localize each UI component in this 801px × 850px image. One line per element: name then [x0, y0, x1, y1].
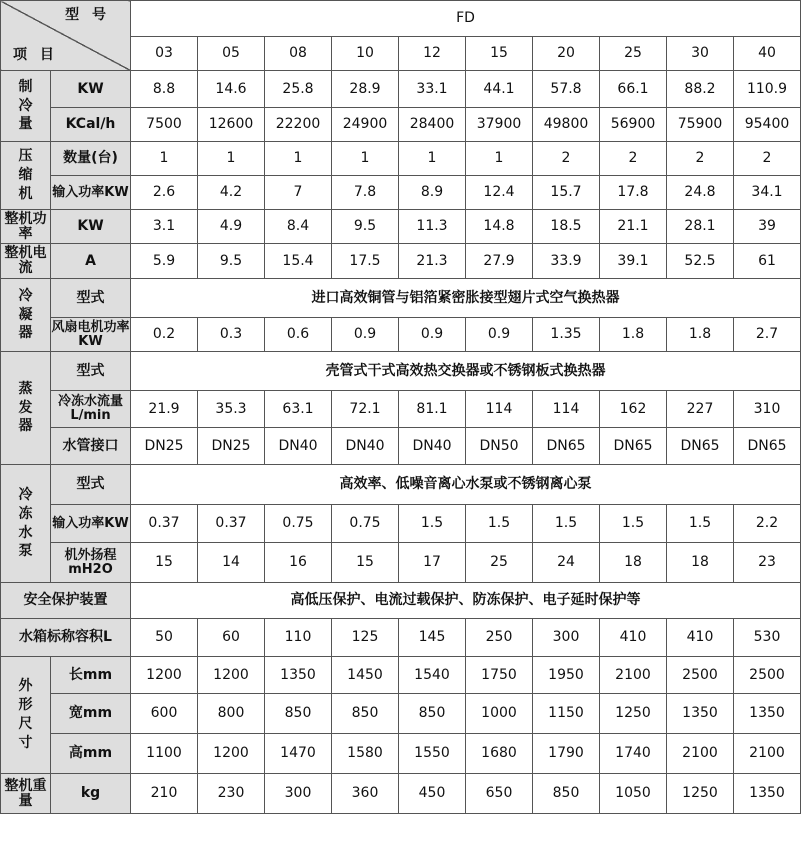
- table-row: [1, 71, 801, 108]
- group-label: 外形尺寸: [18, 678, 33, 751]
- row-label: 型式: [51, 352, 131, 391]
- value-cell: 1470: [265, 734, 332, 774]
- value-cell: 2100: [734, 734, 801, 774]
- type-description: 高低压保护、电流过载保护、防冻保护、电子延时保护等: [131, 583, 801, 619]
- value-cell: 1: [198, 142, 265, 176]
- value-cell: 125: [332, 619, 399, 657]
- value-cell: 17.8: [600, 176, 667, 210]
- value-cell: 1350: [265, 657, 332, 694]
- value-cell: 1: [265, 142, 332, 176]
- value-cell: 39.1: [600, 244, 667, 279]
- value-cell: 72.1: [332, 391, 399, 428]
- value-cell: 8.4: [265, 210, 332, 244]
- value-cell: DN40: [399, 428, 466, 465]
- cooling-group: [1, 71, 51, 142]
- value-cell: 114: [533, 391, 600, 428]
- table-row: [1, 244, 801, 279]
- value-cell: 1.8: [600, 318, 667, 352]
- type-description: 高效率、低噪音离心水泵或不锈钢离心泵: [131, 465, 801, 505]
- value-cell: 14.6: [198, 71, 265, 108]
- value-cell: 1450: [332, 657, 399, 694]
- value-cell: 0.2: [131, 318, 198, 352]
- table-row: [1, 210, 801, 244]
- table-row: [1, 619, 801, 657]
- value-cell: 95400: [734, 108, 801, 142]
- value-cell: 1.5: [667, 505, 734, 543]
- row-label: kg: [51, 774, 131, 814]
- value-cell: 8.9: [399, 176, 466, 210]
- model-header: 15: [466, 37, 533, 71]
- row-label: 宽mm: [51, 694, 131, 734]
- value-cell: 0.9: [466, 318, 533, 352]
- model-header: 10: [332, 37, 399, 71]
- value-cell: 61: [734, 244, 801, 279]
- value-cell: 2.7: [734, 318, 801, 352]
- value-cell: 7.8: [332, 176, 399, 210]
- value-cell: 1790: [533, 734, 600, 774]
- table-row: [1, 814, 801, 850]
- value-cell: 1050: [600, 774, 667, 814]
- row-label: 水管接口: [51, 428, 131, 465]
- evaporator-group: [1, 352, 51, 465]
- value-cell: 7: [265, 176, 332, 210]
- value-cell: 2: [533, 142, 600, 176]
- value-cell: 1680: [466, 734, 533, 774]
- value-cell: 27.9: [466, 244, 533, 279]
- value-cell: 52.5: [667, 244, 734, 279]
- type-description: 进口高效铜管与铝箔紧密胀接型翅片式空气换热器: [131, 279, 801, 318]
- row-label: 长mm: [51, 657, 131, 694]
- dimensions-group: [1, 657, 51, 774]
- value-cell: 21.9: [131, 391, 198, 428]
- value-cell: 2.2: [734, 505, 801, 543]
- value-cell: 1350: [667, 694, 734, 734]
- value-cell: 2500: [667, 657, 734, 694]
- value-cell: 1750: [466, 657, 533, 694]
- value-cell: 1740: [600, 734, 667, 774]
- table-row: [1, 694, 801, 734]
- value-cell: DN65: [667, 428, 734, 465]
- value-cell: 17.5: [332, 244, 399, 279]
- table-row: [1, 428, 801, 465]
- type-description: 壳管式干式高效热交换器或不锈钢板式换热器: [131, 352, 801, 391]
- value-cell: 2100: [667, 734, 734, 774]
- value-cell: 0.75: [265, 505, 332, 543]
- row-label: 机外扬程mH2O: [51, 543, 131, 583]
- value-cell: 16: [265, 543, 332, 583]
- value-cell: 60: [198, 619, 265, 657]
- value-cell: 18: [667, 543, 734, 583]
- compressor-group: [1, 142, 51, 210]
- condenser-group: [1, 279, 51, 352]
- value-cell: 49800: [533, 108, 600, 142]
- value-cell: 850: [533, 774, 600, 814]
- value-cell: 1.35: [533, 318, 600, 352]
- value-cell: 1200: [198, 657, 265, 694]
- value-cell: 28.9: [332, 71, 399, 108]
- table-row: [1, 318, 801, 352]
- model-header: 25: [600, 37, 667, 71]
- value-cell: 300: [533, 619, 600, 657]
- value-cell: 11.3: [399, 210, 466, 244]
- row-label: KW: [51, 210, 131, 244]
- value-cell: 21.1: [600, 210, 667, 244]
- value-cell: 110: [265, 619, 332, 657]
- value-cell: 7500: [131, 108, 198, 142]
- row-label: 数量(台): [51, 142, 131, 176]
- value-cell: 17: [399, 543, 466, 583]
- header-corner: [1, 1, 131, 71]
- value-cell: 14: [198, 543, 265, 583]
- value-cell: 15.7: [533, 176, 600, 210]
- value-cell: 310: [734, 391, 801, 428]
- model-header: 20: [533, 37, 600, 71]
- value-cell: 18: [600, 543, 667, 583]
- model-header: 40: [734, 37, 801, 71]
- value-cell: 8.8: [131, 71, 198, 108]
- table-row: [1, 176, 801, 210]
- group-label: 整机功率: [1, 210, 51, 244]
- series-header: FD: [131, 1, 801, 37]
- row-label: 型式: [51, 279, 131, 318]
- value-cell: 650: [466, 774, 533, 814]
- value-cell: 81.1: [399, 391, 466, 428]
- value-cell: 0.3: [198, 318, 265, 352]
- value-cell: 1350: [734, 694, 801, 734]
- value-cell: 110.9: [734, 71, 801, 108]
- group-label: 整机电流: [1, 244, 51, 279]
- table-row: [1, 108, 801, 142]
- value-cell: 450: [399, 774, 466, 814]
- value-cell: 2500: [734, 657, 801, 694]
- row-label: 风扇电机功率KW: [51, 318, 131, 352]
- value-cell: 1150: [533, 694, 600, 734]
- value-cell: 1250: [667, 774, 734, 814]
- group-label: 蒸发器: [18, 380, 33, 435]
- value-cell: 0.37: [131, 505, 198, 543]
- value-cell: 25: [466, 543, 533, 583]
- model-header: 08: [265, 37, 332, 71]
- value-cell: 410: [600, 619, 667, 657]
- value-cell: 44.1: [466, 71, 533, 108]
- value-cell: 50: [131, 619, 198, 657]
- value-cell: 360: [332, 774, 399, 814]
- value-cell: 850: [265, 694, 332, 734]
- row-label: KCal/h: [51, 108, 131, 142]
- group-label: 制冷量: [18, 78, 33, 133]
- value-cell: 24900: [332, 108, 399, 142]
- value-cell: 0.75: [332, 505, 399, 543]
- value-cell: 18.5: [533, 210, 600, 244]
- value-cell: 114: [466, 391, 533, 428]
- model-header: 05: [198, 37, 265, 71]
- value-cell: 0.6: [265, 318, 332, 352]
- value-cell: 600: [131, 694, 198, 734]
- value-cell: 75900: [667, 108, 734, 142]
- row-label: 高mm: [51, 734, 131, 774]
- value-cell: 1000: [466, 694, 533, 734]
- table-row: [1, 774, 801, 814]
- value-cell: 0.37: [198, 505, 265, 543]
- value-cell: DN40: [332, 428, 399, 465]
- value-cell: 12.4: [466, 176, 533, 210]
- value-cell: 22200: [265, 108, 332, 142]
- value-cell: 28400: [399, 108, 466, 142]
- row-label: KW: [51, 71, 131, 108]
- value-cell: DN25: [131, 428, 198, 465]
- value-cell: 9.5: [198, 244, 265, 279]
- value-cell: 850: [399, 694, 466, 734]
- value-cell: 850: [332, 694, 399, 734]
- table-row: [1, 734, 801, 774]
- value-cell: 4.9: [198, 210, 265, 244]
- value-cell: 1200: [131, 657, 198, 694]
- row-label: 安全保护装置: [1, 583, 131, 619]
- value-cell: 28.1: [667, 210, 734, 244]
- value-cell: 1100: [131, 734, 198, 774]
- value-cell: 37900: [466, 108, 533, 142]
- value-cell: 410: [667, 619, 734, 657]
- value-cell: 1.5: [600, 505, 667, 543]
- value-cell: 1.8: [667, 318, 734, 352]
- value-cell: 34.1: [734, 176, 801, 210]
- value-cell: 2100: [600, 657, 667, 694]
- row-label: A: [51, 244, 131, 279]
- table-row: [1, 352, 801, 391]
- table-row: [1, 279, 801, 318]
- value-cell: 88.2: [667, 71, 734, 108]
- value-cell: 1550: [399, 734, 466, 774]
- value-cell: 1: [131, 142, 198, 176]
- value-cell: 210: [131, 774, 198, 814]
- value-cell: 24.8: [667, 176, 734, 210]
- value-cell: 1580: [332, 734, 399, 774]
- value-cell: 5.9: [131, 244, 198, 279]
- group-label: 整机重量: [1, 774, 51, 814]
- value-cell: 162: [600, 391, 667, 428]
- value-cell: 21.3: [399, 244, 466, 279]
- value-cell: 3.1: [131, 210, 198, 244]
- value-cell: 1950: [533, 657, 600, 694]
- row-label: 型式: [51, 465, 131, 505]
- value-cell: 35.3: [198, 391, 265, 428]
- value-cell: 9.5: [332, 210, 399, 244]
- value-cell: 1250: [600, 694, 667, 734]
- row-label: 输入功率KW: [51, 505, 131, 543]
- value-cell: DN40: [265, 428, 332, 465]
- value-cell: 33.1: [399, 71, 466, 108]
- value-cell: 530: [734, 619, 801, 657]
- value-cell: 15: [332, 543, 399, 583]
- value-cell: 66.1: [600, 71, 667, 108]
- value-cell: 1350: [734, 774, 801, 814]
- pump-group: [1, 465, 51, 583]
- table-row: [1, 142, 801, 176]
- value-cell: 14.8: [466, 210, 533, 244]
- table-row: [1, 657, 801, 694]
- value-cell: 33.9: [533, 244, 600, 279]
- value-cell: 15.4: [265, 244, 332, 279]
- value-cell: 1: [332, 142, 399, 176]
- value-cell: 57.8: [533, 71, 600, 108]
- value-cell: 1.5: [399, 505, 466, 543]
- table-row: [1, 465, 801, 505]
- value-cell: 230: [198, 774, 265, 814]
- row-label: 输入功率KW: [51, 176, 131, 210]
- value-cell: DN65: [533, 428, 600, 465]
- model-header: 03: [131, 37, 198, 71]
- table-row: [1, 543, 801, 583]
- value-cell: 2: [734, 142, 801, 176]
- row-label: 水箱标称容积L: [1, 619, 131, 657]
- value-cell: 2: [667, 142, 734, 176]
- value-cell: 4.2: [198, 176, 265, 210]
- value-cell: DN65: [600, 428, 667, 465]
- value-cell: 2.6: [131, 176, 198, 210]
- value-cell: DN25: [198, 428, 265, 465]
- row-label: 冷冻水流量L/min: [51, 391, 131, 428]
- value-cell: 1540: [399, 657, 466, 694]
- group-label: 冷凝器: [18, 287, 33, 342]
- value-cell: 2: [600, 142, 667, 176]
- model-header: 12: [399, 37, 466, 71]
- value-cell: 250: [466, 619, 533, 657]
- value-cell: 0.9: [399, 318, 466, 352]
- value-cell: 300: [265, 774, 332, 814]
- type-label: 型 号: [65, 7, 110, 23]
- table-row: [1, 1, 801, 37]
- value-cell: 800: [198, 694, 265, 734]
- value-cell: 1: [399, 142, 466, 176]
- value-cell: 1200: [198, 734, 265, 774]
- group-label: 压缩机: [18, 148, 33, 202]
- value-cell: 24: [533, 543, 600, 583]
- group-label: 冷冻水泵: [18, 486, 33, 560]
- value-cell: 1: [466, 142, 533, 176]
- item-label: 项 目: [13, 47, 58, 64]
- value-cell: 1.5: [466, 505, 533, 543]
- value-cell: 39: [734, 210, 801, 244]
- model-header: 30: [667, 37, 734, 71]
- value-cell: 15: [131, 543, 198, 583]
- value-cell: DN50: [466, 428, 533, 465]
- value-cell: 63.1: [265, 391, 332, 428]
- value-cell: 12600: [198, 108, 265, 142]
- value-cell: 25.8: [265, 71, 332, 108]
- value-cell: 1.5: [533, 505, 600, 543]
- table-row: [1, 583, 801, 619]
- value-cell: 0.9: [332, 318, 399, 352]
- table-row: [1, 505, 801, 543]
- table-row: [1, 391, 801, 428]
- value-cell: 227: [667, 391, 734, 428]
- value-cell: 145: [399, 619, 466, 657]
- value-cell: 23: [734, 543, 801, 583]
- value-cell: 56900: [600, 108, 667, 142]
- value-cell: DN65: [734, 428, 801, 465]
